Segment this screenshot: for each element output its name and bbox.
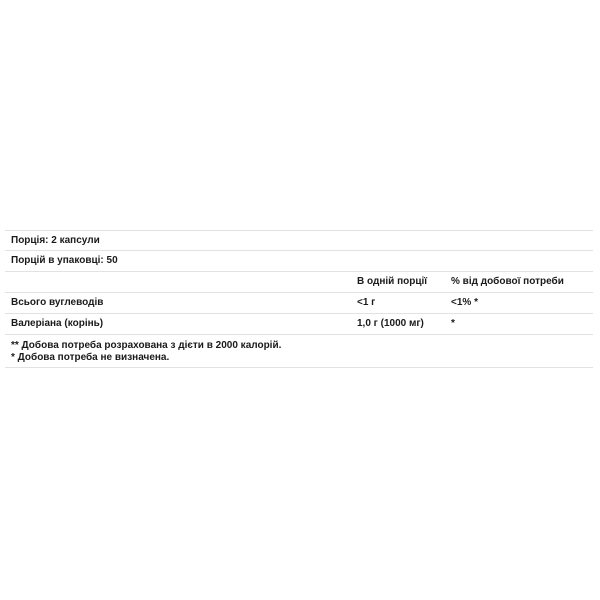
nutrient-daily-value: * — [451, 318, 455, 329]
footnotes — [5, 335, 593, 368]
header-daily-value: % від добової потреби — [451, 276, 564, 287]
footnote-daily-value-basis: ** Добова потреба розрахована з дієти в 2000 калорій. — [11, 340, 282, 351]
nutrient-amount: <1 г — [357, 297, 376, 308]
table-header-row — [5, 272, 593, 293]
footnote-not-established: * Добова потреба не визначена. — [11, 352, 170, 363]
supplement-facts-table — [5, 230, 593, 368]
serving-size-row — [5, 230, 593, 251]
servings-per-container-row — [5, 251, 593, 272]
serving-size-text: Порція: 2 капсули — [11, 235, 100, 246]
nutrient-daily-value: <1% * — [451, 297, 478, 308]
table-row — [5, 314, 593, 335]
servings-per-container-text: Порцій в упаковці: 50 — [11, 255, 118, 266]
nutrient-name: Валеріана (корінь) — [11, 318, 104, 329]
table-row — [5, 293, 593, 314]
nutrient-amount: 1,0 г (1000 мг) — [357, 318, 424, 329]
header-per-serving: В одній порції — [357, 276, 428, 287]
nutrient-name: Всього вуглеводів — [11, 297, 104, 308]
